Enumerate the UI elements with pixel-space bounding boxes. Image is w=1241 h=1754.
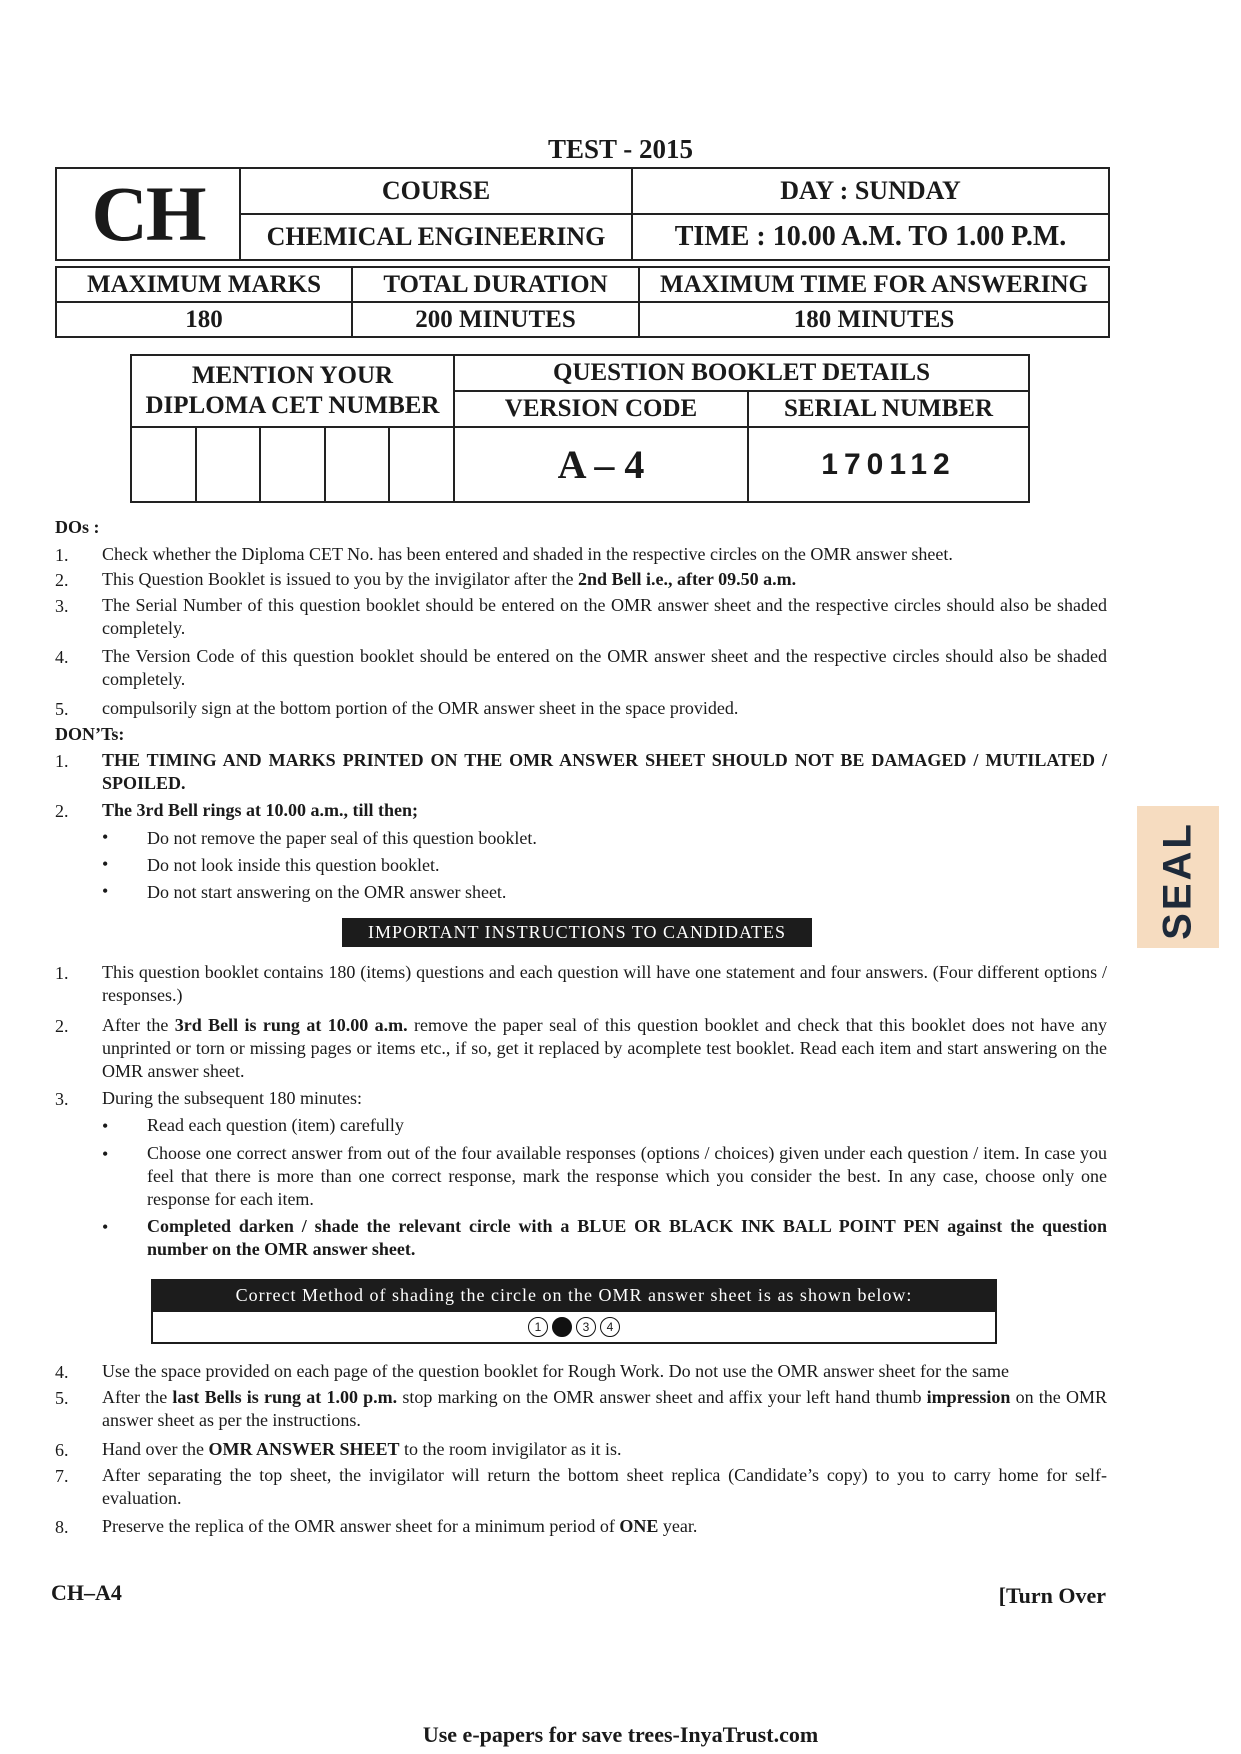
course-code: CH bbox=[56, 168, 240, 260]
seal-label: SEAL bbox=[1155, 821, 1200, 940]
instruction-bold: ONE bbox=[619, 1516, 659, 1536]
instruction-number: 1. bbox=[55, 963, 69, 983]
dos-item: Check whether the Diploma CET No. has been entered and shaded in the respective circles on the OMR answer sheet. bbox=[102, 544, 953, 564]
instruction-bold: OMR ANSWER SHEET bbox=[208, 1439, 400, 1459]
instruction-text: stop marking on the OMR answer sheet and affix your left hand thumb bbox=[397, 1387, 927, 1407]
booklet-details-header bbox=[454, 355, 1029, 427]
instruction-item bbox=[102, 1515, 1107, 1538]
marks-table bbox=[55, 266, 1110, 338]
instruction-bold: last Bells is rung at 1.00 p.m. bbox=[172, 1387, 398, 1407]
dos-number: 3. bbox=[55, 596, 69, 616]
max-marks-label: MAXIMUM MARKS bbox=[56, 267, 352, 302]
turn-over-label: [Turn Over bbox=[998, 1583, 1106, 1608]
bullet: • bbox=[102, 1116, 109, 1136]
cet-digit-box[interactable] bbox=[131, 427, 196, 502]
dos-item-bold: 2nd Bell i.e., after 09.50 a.m. bbox=[577, 569, 797, 589]
dos-number: 4. bbox=[55, 647, 69, 667]
instruction-bullet: Read each question (item) carefully bbox=[147, 1115, 404, 1135]
dos-item-text: This Question Booklet is issued to you by the invigilator after the bbox=[102, 569, 578, 589]
booklet-details-table bbox=[130, 354, 1030, 503]
instruction-item bbox=[102, 1386, 1107, 1432]
donts-number: 2. bbox=[55, 801, 69, 821]
dos-number: 5. bbox=[55, 699, 69, 719]
version-code-value: A – 4 bbox=[454, 427, 748, 502]
instruction-item: This question booklet contains 180 (items) questions and each question will have one statement and four answers. (Four different options / responses.) bbox=[102, 962, 1107, 1005]
instruction-text: After the bbox=[102, 1387, 173, 1407]
serial-number-label: SERIAL NUMBER bbox=[783, 395, 994, 422]
dos-number: 2. bbox=[55, 570, 69, 590]
bullet: • bbox=[102, 854, 109, 874]
cet-label-line-1: MENTION YOUR bbox=[191, 362, 394, 389]
dos-item bbox=[102, 568, 1107, 591]
shading-example bbox=[151, 1312, 997, 1344]
donts-bullet: Do not start answering on the OMR answer sheet. bbox=[147, 882, 507, 902]
instruction-number: 2. bbox=[55, 1016, 69, 1036]
course-header-table bbox=[55, 167, 1110, 261]
shading-method-heading: Correct Method of shading the circle on the OMR answer sheet is as shown below: bbox=[151, 1279, 997, 1312]
duration-label: TOTAL DURATION bbox=[352, 267, 639, 302]
cet-digit-box[interactable] bbox=[389, 427, 454, 502]
dos-heading: DOs : bbox=[55, 517, 100, 537]
dos-item: The Version Code of this question booklet should be entered on the OMR answer sheet and the respective circles should also be shaded completely. bbox=[102, 646, 1107, 689]
instruction-number: 4. bbox=[55, 1362, 69, 1382]
circle-option-icon: 1 bbox=[528, 1317, 548, 1337]
instruction-bold: impression bbox=[926, 1387, 1011, 1407]
circle-option-icon: 4 bbox=[600, 1317, 620, 1337]
instruction-item: After separating the top sheet, the invigilator will return the bottom sheet replica (Candidate’s copy) to you to carry home for self-evaluation. bbox=[102, 1465, 1107, 1508]
instruction-item: Use the space provided on each page of the question booklet for Rough Work. Do not use the OMR answer sheet for the same bbox=[102, 1361, 1009, 1381]
cet-digit-box[interactable] bbox=[325, 427, 390, 502]
bullet: • bbox=[102, 881, 109, 901]
instruction-number: 7. bbox=[55, 1466, 69, 1486]
answer-time-value: 180 MINUTES bbox=[639, 302, 1109, 337]
bullet: • bbox=[102, 827, 109, 847]
dos-item: compulsorily sign at the bottom portion of the OMR answer sheet in the space provided. bbox=[102, 698, 739, 718]
donts-item: THE TIMING AND MARKS PRINTED ON THE OMR ANSWER SHEET SHOULD NOT BE DAMAGED / MUTILATED / SPOILED. bbox=[102, 750, 1107, 793]
instruction-item bbox=[102, 1014, 1107, 1083]
course-label: COURSE bbox=[240, 168, 632, 214]
version-code-label: VERSION CODE bbox=[455, 392, 749, 426]
instruction-text: on the OMR answer sheet as per the instructions. bbox=[102, 1387, 1107, 1430]
bullet: • bbox=[102, 1144, 109, 1164]
instruction-text: Preserve the replica of the OMR answer sheet for a minimum period of bbox=[102, 1516, 620, 1536]
instruction-item: During the subsequent 180 minutes: bbox=[102, 1088, 362, 1108]
instruction-number: 8. bbox=[55, 1517, 69, 1537]
cet-digit-box[interactable] bbox=[196, 427, 261, 502]
bullet: • bbox=[102, 1217, 109, 1237]
cet-label-line-2: DIPLOMA CET NUMBER bbox=[145, 392, 440, 419]
instruction-text: year. bbox=[658, 1516, 698, 1536]
test-title: TEST - 2015 bbox=[547, 134, 694, 164]
answer-time-label: MAXIMUM TIME FOR ANSWERING bbox=[639, 267, 1109, 302]
max-marks-value: 180 bbox=[56, 302, 352, 337]
donts-number: 1. bbox=[55, 751, 69, 771]
donts-heading: DON’Ts: bbox=[55, 724, 125, 744]
instruction-text: After the bbox=[102, 1015, 175, 1035]
cet-digit-box[interactable] bbox=[260, 427, 325, 502]
instruction-item bbox=[102, 1438, 1107, 1461]
dos-item: The Serial Number of this question booklet should be entered on the OMR answer sheet and the respective circles should also be shaded completely. bbox=[102, 595, 1107, 638]
instruction-bullet: Choose one correct answer from out of the four available responses (options / choices) given under each question / item. In case you feel that there is more than one correct response, mark the response which you consider the best. In any case, choose only one response for each item. bbox=[147, 1143, 1107, 1209]
cet-number-label bbox=[131, 355, 454, 427]
instruction-text: remove the paper seal of this question booklet and check that this booklet does not have any unprinted or torn or missing pages or items etc., if so, get it replaced by acomplete test booklet. Read each item and start answering on the OMR answer sheet. bbox=[102, 1015, 1107, 1081]
instruction-number: 3. bbox=[55, 1089, 69, 1109]
footer-watermark: Use e-papers for save trees-InyaTrust.com bbox=[422, 1722, 819, 1747]
donts-item: The 3rd Bell rings at 10.00 a.m., till then; bbox=[102, 800, 418, 820]
booklet-code-footer: CH–A4 bbox=[51, 1580, 122, 1605]
donts-bullet: Do not look inside this question booklet. bbox=[147, 855, 440, 875]
donts-bullet: Do not remove the paper seal of this question booklet. bbox=[147, 828, 537, 848]
duration-value: 200 MINUTES bbox=[352, 302, 639, 337]
instruction-bullet: Completed darken / shade the relevant circle with a BLUE OR BLACK INK BALL POINT PEN against the question number on the OMR answer sheet. bbox=[147, 1216, 1107, 1259]
instruction-text: to the room invigilator as it is. bbox=[399, 1439, 622, 1459]
instruction-number: 6. bbox=[55, 1440, 69, 1460]
course-name: CHEMICAL ENGINEERING bbox=[240, 214, 632, 260]
exam-time: TIME : 10.00 A.M. TO 1.00 P.M. bbox=[632, 214, 1109, 260]
exam-day: DAY : SUNDAY bbox=[632, 168, 1109, 214]
circle-option-icon: 3 bbox=[576, 1317, 596, 1337]
serial-number-value: 170112 bbox=[748, 427, 1029, 502]
seal-tab bbox=[1137, 806, 1219, 948]
instruction-number: 5. bbox=[55, 1388, 69, 1408]
instruction-text: Hand over the bbox=[102, 1439, 209, 1459]
filled-circle-icon bbox=[552, 1317, 572, 1337]
important-instructions-heading: IMPORTANT INSTRUCTIONS TO CANDIDATES bbox=[342, 918, 812, 947]
dos-number: 1. bbox=[55, 545, 69, 565]
instruction-bold: 3rd Bell is rung at 10.00 a.m. bbox=[174, 1015, 408, 1035]
booklet-details-label: QUESTION BOOKLET DETAILS bbox=[455, 356, 1028, 392]
